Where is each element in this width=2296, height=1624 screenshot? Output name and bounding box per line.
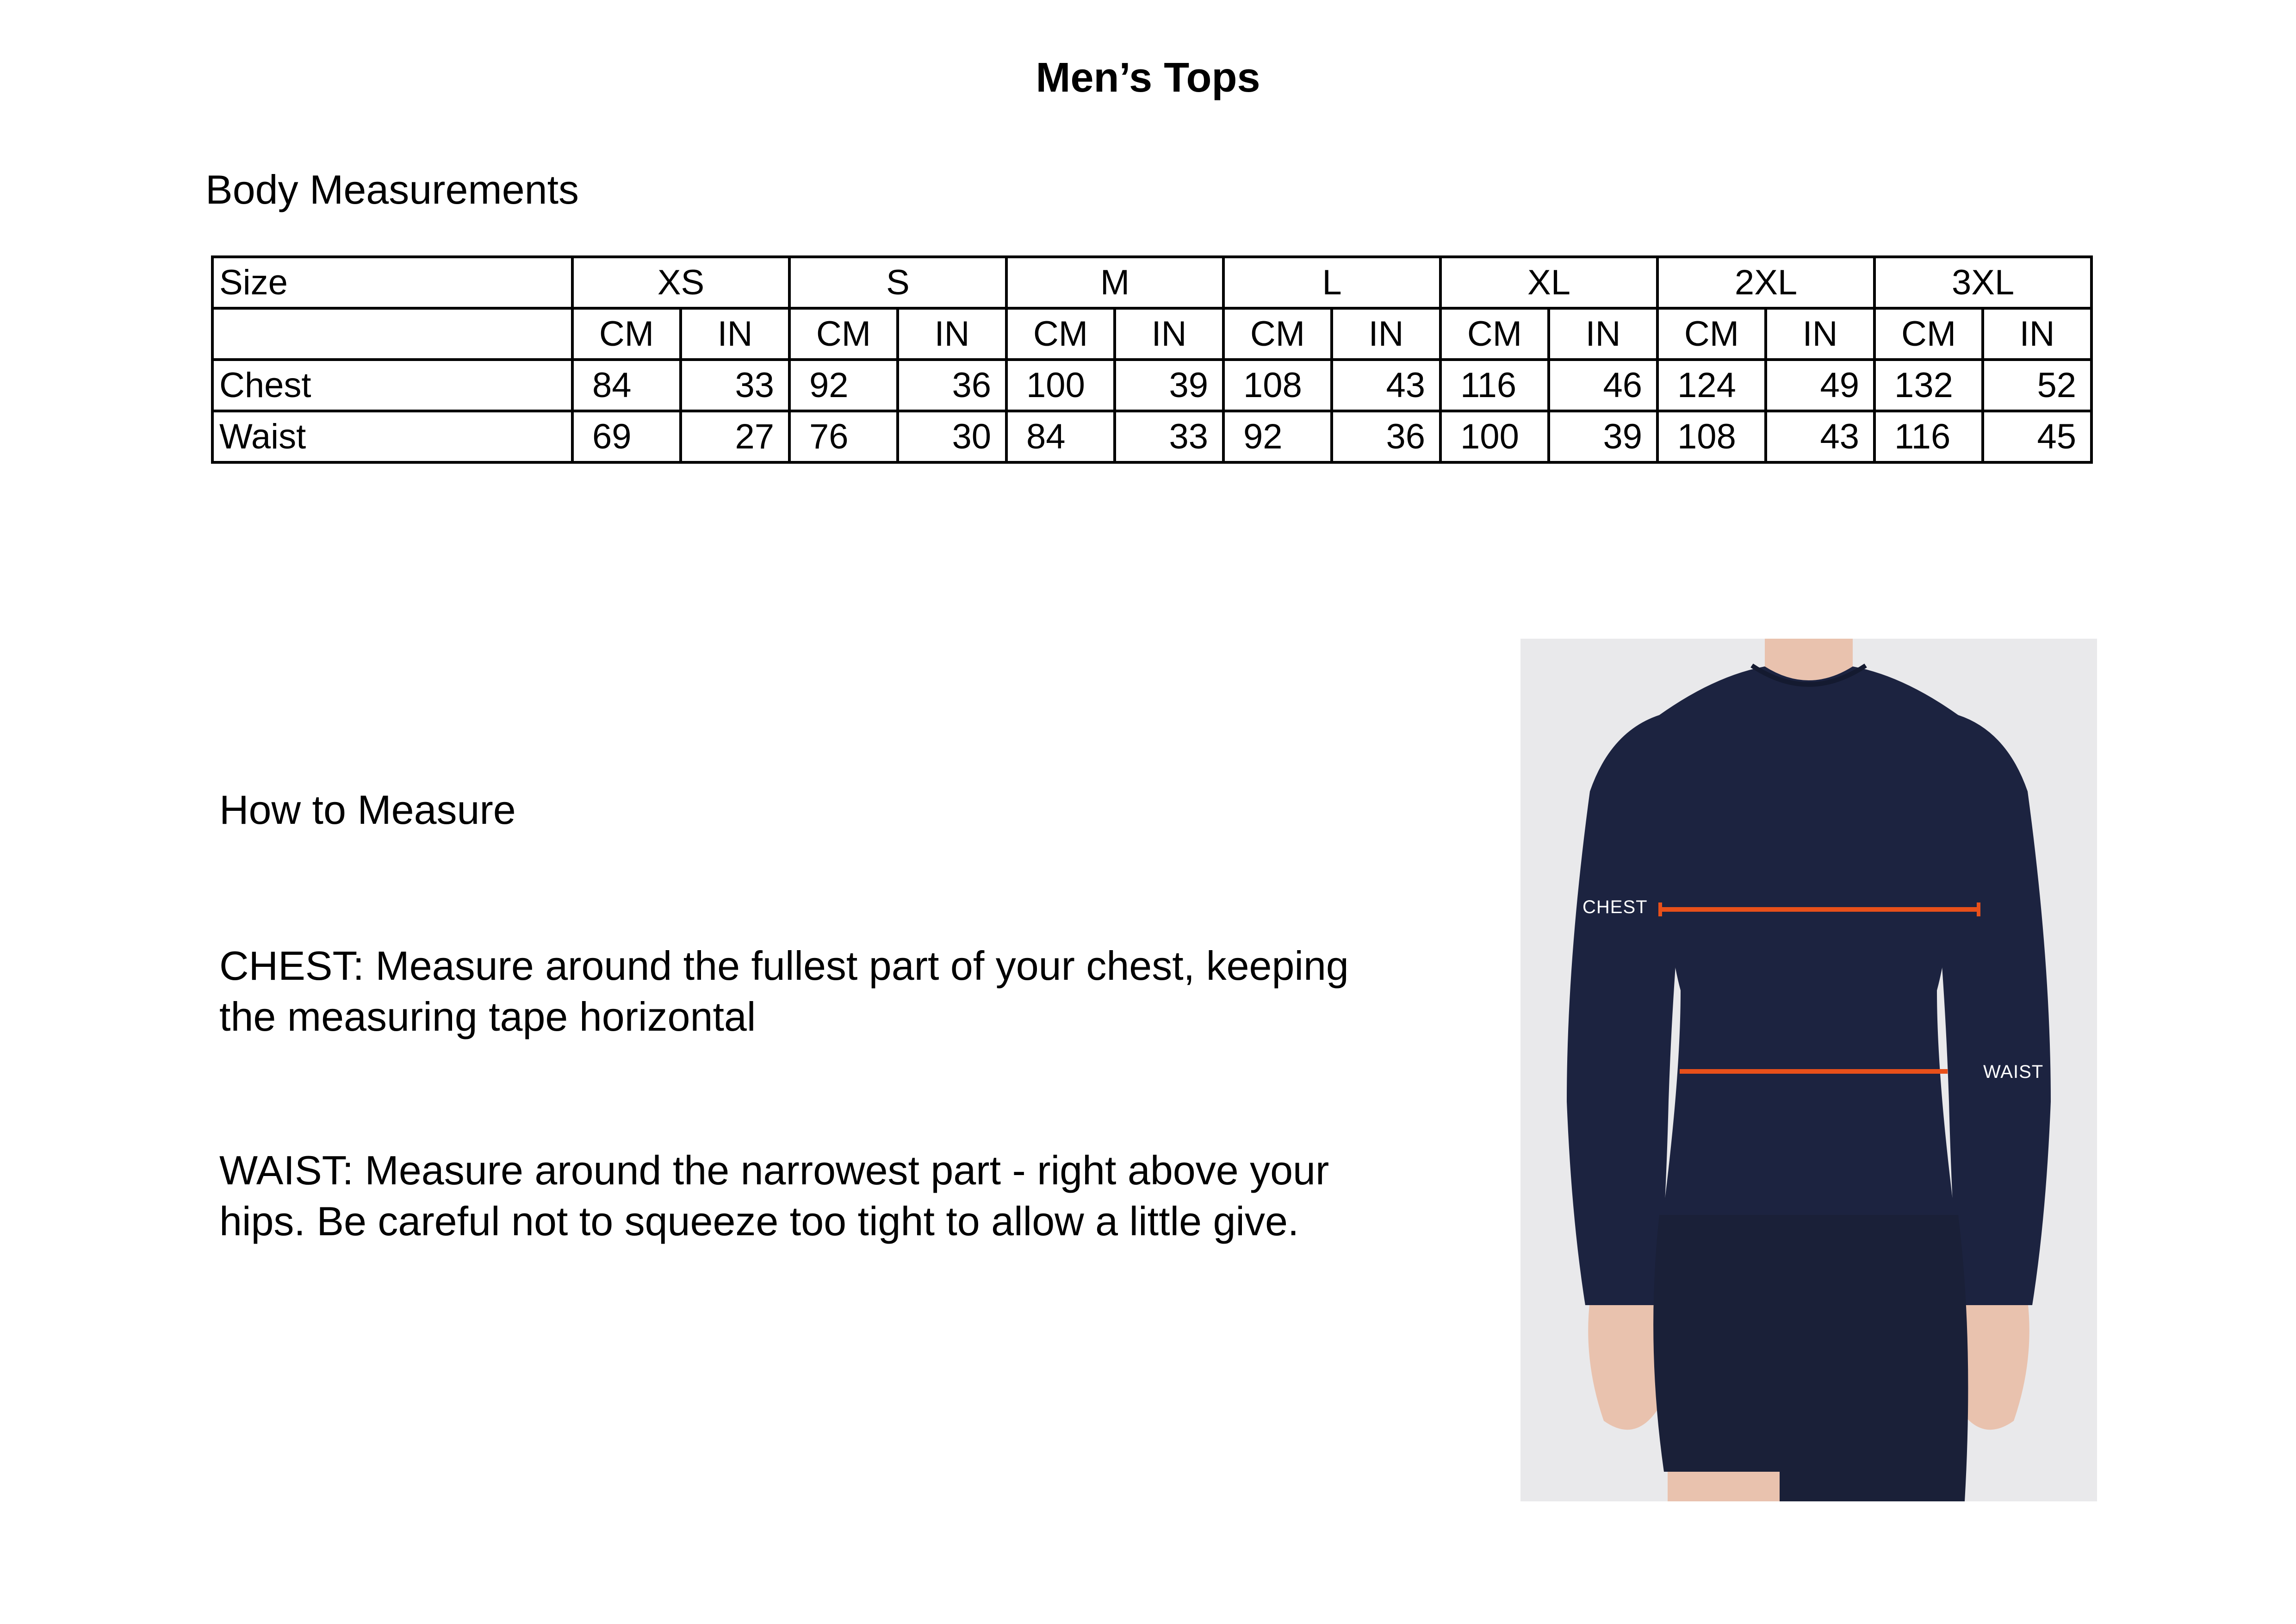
- waist-instructions: [219, 1145, 1469, 1247]
- unit-cm: CM: [1006, 308, 1115, 360]
- row-label-waist: Waist: [212, 411, 572, 462]
- table-row-chest: [212, 360, 2091, 411]
- waist-m-in: 33: [1115, 411, 1223, 462]
- chest-s-cm: 92: [789, 360, 898, 411]
- chest-instructions-line-1: CHEST: Measure around the fullest part of your chest, keeping: [219, 943, 1349, 989]
- chest-2xl-in: 49: [1766, 360, 1874, 411]
- unit-header-blank: [212, 308, 572, 360]
- waist-instructions-line-2: hips. Be careful not to squeeze too tight to allow a little give.: [219, 1198, 1299, 1244]
- chest-xl-cm: 116: [1440, 360, 1549, 411]
- unit-cm: CM: [1440, 308, 1549, 360]
- chest-instructions-line-2: the measuring tape horizontal: [219, 994, 756, 1039]
- size-header-2xl: 2XL: [1657, 257, 1874, 308]
- chest-2xl-cm: 124: [1657, 360, 1766, 411]
- unit-in: IN: [1983, 308, 2091, 360]
- waist-xl-cm: 100: [1440, 411, 1549, 462]
- chest-l-in: 43: [1332, 360, 1440, 411]
- size-chart-table: [211, 255, 2093, 464]
- unit-cm: CM: [1657, 308, 1766, 360]
- chest-xs-cm: 84: [572, 360, 681, 411]
- chest-label: CHEST: [1582, 897, 1648, 917]
- section-title-body-measurements: Body Measurements: [205, 167, 579, 212]
- waist-xl-in: 39: [1549, 411, 1657, 462]
- chest-m-in: 39: [1115, 360, 1223, 411]
- row-label-chest: Chest: [212, 360, 572, 411]
- waist-m-cm: 84: [1006, 411, 1115, 462]
- size-header-row: [212, 257, 2091, 308]
- waist-xs-in: 27: [681, 411, 789, 462]
- unit-in: IN: [1115, 308, 1223, 360]
- unit-cm: CM: [572, 308, 681, 360]
- waist-l-in: 36: [1332, 411, 1440, 462]
- chest-3xl-cm: 132: [1874, 360, 1983, 411]
- chest-xs-in: 33: [681, 360, 789, 411]
- waist-3xl-cm: 116: [1874, 411, 1983, 462]
- unit-cm: CM: [1874, 308, 1983, 360]
- waist-label: WAIST: [1983, 1062, 2044, 1082]
- model-left-hand: [1588, 1300, 1663, 1430]
- waist-2xl-cm: 108: [1657, 411, 1766, 462]
- chest-xl-in: 46: [1549, 360, 1657, 411]
- waist-xs-cm: 69: [572, 411, 681, 462]
- waist-instructions-line-1: WAIST: Measure around the narrowest part - right above your: [219, 1147, 1329, 1193]
- unit-cm: CM: [789, 308, 898, 360]
- size-header-m: M: [1006, 257, 1223, 308]
- chest-m-cm: 100: [1006, 360, 1115, 411]
- chest-s-in: 36: [898, 360, 1006, 411]
- size-header-s: S: [789, 257, 1006, 308]
- waist-3xl-in: 45: [1983, 411, 2091, 462]
- size-header-xl: XL: [1440, 257, 1657, 308]
- size-header-label: Size: [212, 257, 572, 308]
- unit-header-row: [212, 308, 2091, 360]
- waist-l-cm: 92: [1223, 411, 1332, 462]
- size-header-l: L: [1223, 257, 1440, 308]
- chest-instructions: [219, 940, 1469, 1042]
- size-header-3xl: 3XL: [1874, 257, 2091, 308]
- chest-3xl-in: 52: [1983, 360, 2091, 411]
- waist-2xl-in: 43: [1766, 411, 1874, 462]
- unit-in: IN: [1766, 308, 1874, 360]
- unit-in: IN: [681, 308, 789, 360]
- chest-l-cm: 108: [1223, 360, 1332, 411]
- model-torso: [1659, 666, 1958, 1222]
- table-row-waist: [212, 411, 2091, 462]
- model-shorts: [1653, 1215, 1968, 1501]
- waist-s-in: 30: [898, 411, 1006, 462]
- page-title: Men’s Tops: [1036, 55, 1260, 101]
- unit-in: IN: [1549, 308, 1657, 360]
- model-photo: [1520, 639, 2097, 1501]
- how-to-measure-title: How to Measure: [219, 787, 516, 833]
- size-header-xs: XS: [572, 257, 789, 308]
- waist-s-cm: 76: [789, 411, 898, 462]
- unit-cm: CM: [1223, 308, 1332, 360]
- unit-in: IN: [1332, 308, 1440, 360]
- unit-in: IN: [898, 308, 1006, 360]
